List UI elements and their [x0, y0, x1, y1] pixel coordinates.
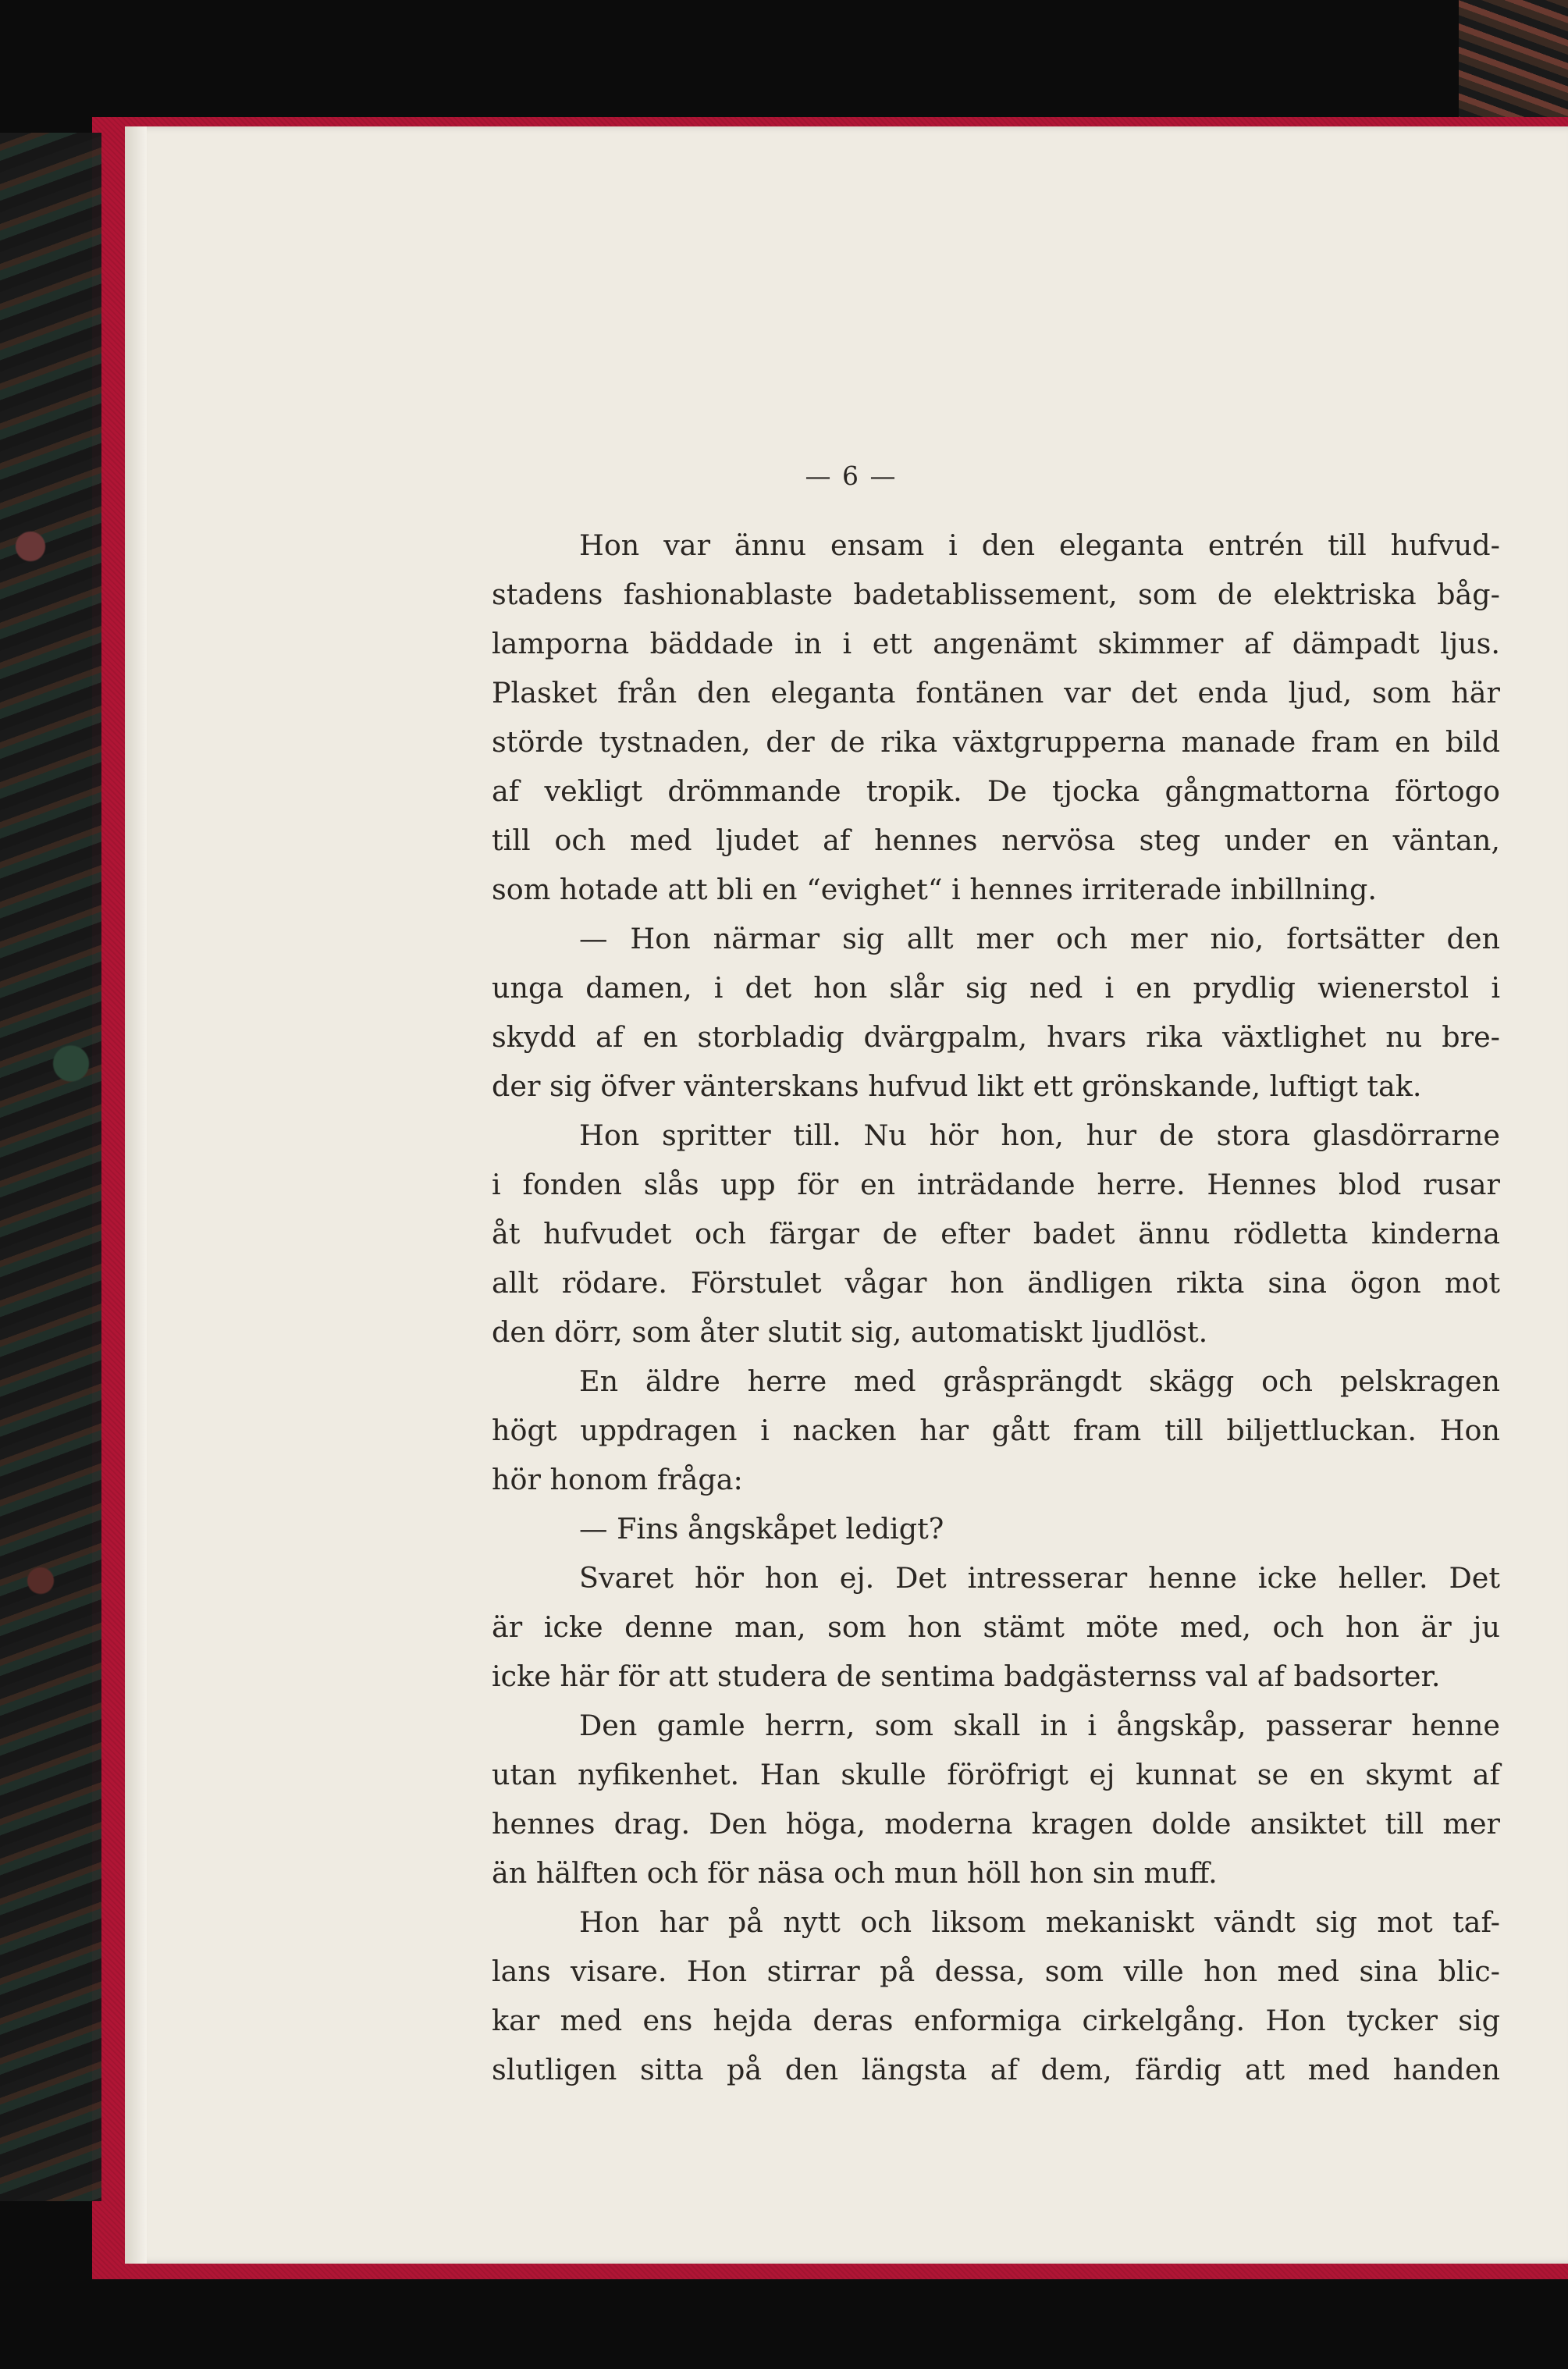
text-line: — Fins ångskåpet ledigt? — [579, 1512, 944, 1546]
text-line: af vekligt drömmande tropik. De tjocka gångmattorna förtogo — [492, 774, 1500, 808]
text-line: är icke denne man, som hon stämt möte med, och hon är ju — [492, 1610, 1500, 1644]
text-line: En äldre herre med gråsprängdt skägg och pelskragen — [579, 1364, 1500, 1398]
text-line: stadens fashionablaste badetablissement, som de elektriska båg- — [492, 578, 1500, 611]
page-gutter — [125, 126, 147, 2264]
page-number: — 6 — — [805, 461, 898, 491]
text-line: än hälften och för näsa och mun höll hon sin muff. — [492, 1856, 1218, 1890]
text-line: hennes drag. Den höga, moderna kragen dolde ansiktet till mer — [492, 1807, 1500, 1841]
text-line: icke här för att studera de sentima badgästernss val af badsorter. — [492, 1659, 1441, 1693]
text-line: i fonden slås upp för en inträdande herre. Hennes blod rusar — [492, 1168, 1500, 1201]
text-line: lamporna bäddade in i ett angenämt skimmer af dämpadt ljus. — [492, 627, 1500, 660]
text-line: Hon spritter till. Nu hör hon, hur de stora glasdörrarne — [579, 1119, 1500, 1152]
text-line: Plasket från den eleganta fontänen var det enda ljud, som här — [492, 676, 1500, 710]
text-line: högt uppdragen i nacken har gått fram till biljettluckan. Hon — [492, 1414, 1500, 1447]
text-line: kar med ens hejda deras enformiga cirkelgång. Hon tycker sig — [492, 2004, 1500, 2037]
text-line: slutligen sitta på den längsta af dem, färdig att med handen — [492, 2053, 1500, 2086]
text-line: som hotade att bli en “evighet“ i hennes irriterade inbillning. — [492, 873, 1377, 906]
text-line: Hon var ännu ensam i den eleganta entrén till hufvud- — [579, 528, 1500, 562]
text-line: hör honom fråga: — [492, 1463, 743, 1496]
text-line: skydd af en storbladig dvärgpalm, hvars rika växtlighet nu bre- — [492, 1020, 1500, 1054]
text-line: den dörr, som åter slutit sig, automatiskt ljudlöst. — [492, 1315, 1208, 1349]
text-line: der sig öfver vänterskans hufvud likt ett grönskande, luftigt tak. — [492, 1069, 1422, 1103]
text-line: utan nyfikenhet. Han skulle föröfrigt ej kunnat se en skymt af — [492, 1758, 1500, 1791]
text-line: allt rödare. Förstulet vågar hon ändligen rikta sina ögon mot — [492, 1266, 1500, 1300]
text-line: åt hufvudet och färgar de efter badet ännu rödletta kinderna — [492, 1217, 1500, 1250]
page-body-text — [492, 521, 1500, 2094]
text-line: Den gamle herrn, som skall in i ångskåp, passerar henne — [579, 1709, 1500, 1742]
text-line: Svaret hör hon ej. Det intresserar henne icke heller. Det — [579, 1561, 1500, 1595]
book-page — [134, 126, 1568, 2264]
marbled-endpaper-edge — [0, 133, 101, 2201]
text-line: — Hon närmar sig allt mer och mer nio, fortsätter den — [579, 922, 1500, 955]
text-line: störde tystnaden, der de rika växtgrupperna manade fram en bild — [492, 725, 1500, 759]
text-line: unga damen, i det hon slår sig ned i en prydlig wienerstol i — [492, 971, 1500, 1005]
text-line: Hon har på nytt och liksom mekaniskt vändt sig mot taf- — [579, 1905, 1500, 1939]
text-line: till och med ljudet af hennes nervösa steg under en väntan, — [492, 823, 1500, 857]
text-line: lans visare. Hon stirrar på dessa, som ville hon med sina blic- — [492, 1955, 1500, 1988]
